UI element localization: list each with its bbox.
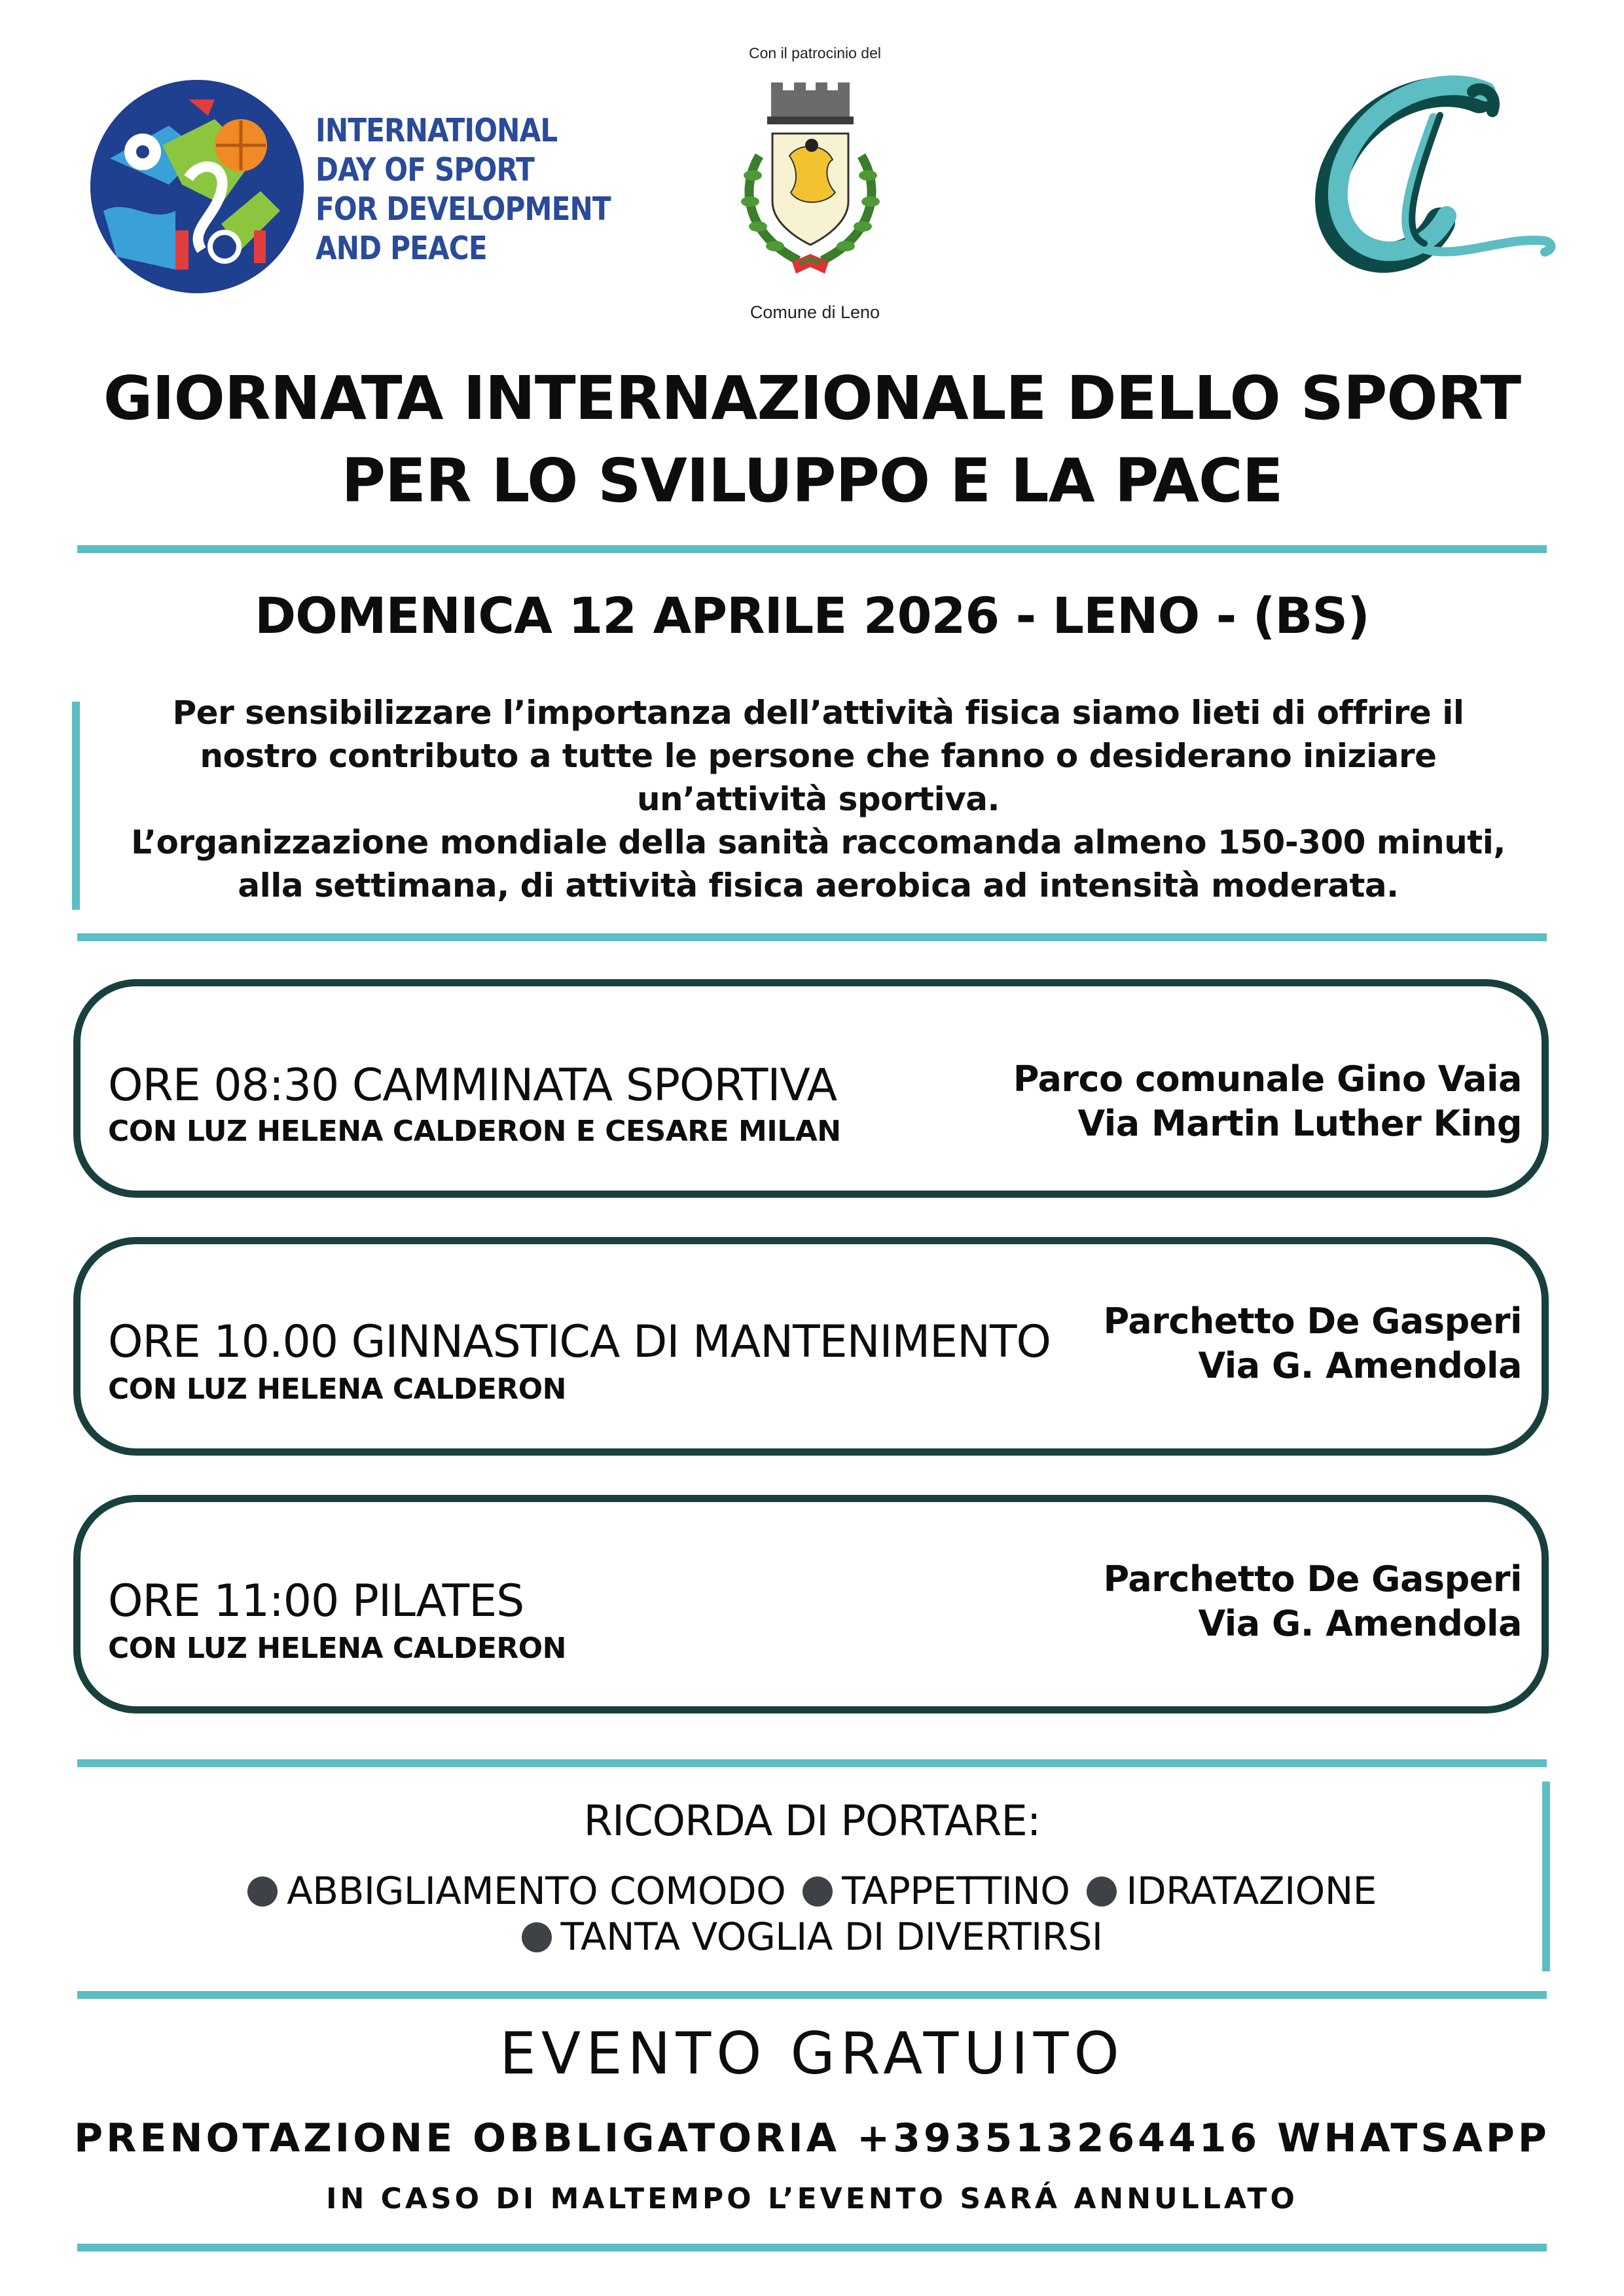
idsdp-line: FOR DEVELOPMENT xyxy=(316,190,611,228)
location-name: Parchetto De Gasperi xyxy=(1103,1558,1522,1600)
intro-line: un’attività sportiva. xyxy=(636,780,1000,818)
activity-instructor: CON LUZ HELENA CALDERON E CESARE MILAN xyxy=(108,1115,841,1148)
event-date: DOMENICA 12 APRILE 2026 - LENO - (BS) xyxy=(255,586,1369,645)
idsdp-line: AND PEACE xyxy=(316,230,487,267)
activity-title: ORE 08:30 CAMMINATA SPORTIVA xyxy=(108,1060,837,1111)
activity-title: ORE 11:00 PILATES xyxy=(108,1575,524,1627)
bullet-icon xyxy=(1087,1876,1117,1907)
idsdp-logo xyxy=(90,80,611,296)
idsdp-emblem xyxy=(90,80,304,293)
remember-item: TAPPETTINO xyxy=(803,1869,1070,1913)
intro-line: alla settimana, di attività fisica aerobica ad intensità moderata. xyxy=(238,867,1399,905)
location-street: Via Martin Luther King xyxy=(1077,1103,1522,1144)
intro-accent-bar xyxy=(72,702,80,910)
remember-list xyxy=(39,1868,1585,1960)
divider xyxy=(77,2244,1547,2251)
intro-text xyxy=(92,691,1545,907)
activity-title: ORE 10.00 GINNASTICA DI MANTENIMENTO xyxy=(108,1316,1051,1368)
divider xyxy=(77,1759,1547,1767)
activity-card xyxy=(73,1495,1549,1713)
activity-location xyxy=(1013,1057,1522,1146)
location-name: Parco comunale Gino Vaia xyxy=(1013,1058,1522,1100)
bullet-icon xyxy=(522,1922,552,1952)
activity-instructor: CON LUZ HELENA CALDERON xyxy=(108,1372,566,1406)
activity-card xyxy=(73,1237,1549,1456)
location-street: Via G. Amendola xyxy=(1198,1603,1522,1644)
cl-brand-logo xyxy=(1283,72,1558,295)
intro-line: nostro contributo a tutte le persone che fanno o desiderano iniziare xyxy=(200,737,1437,775)
bullet-icon xyxy=(803,1876,833,1907)
booking-info: PRENOTAZIONE OBBLIGATORIA +393513264416 WHATSAPP xyxy=(74,2115,1550,2161)
idsdp-wordmark xyxy=(316,111,611,268)
location-street: Via G. Amendola xyxy=(1198,1345,1522,1386)
comune-crest xyxy=(727,77,894,293)
free-event-label: EVENTO GRATUITO xyxy=(499,2020,1125,2087)
comune-name: Comune di Leno xyxy=(749,302,880,322)
page-title xyxy=(39,357,1585,522)
divider xyxy=(77,545,1547,553)
remember-item: IDRATAZIONE xyxy=(1087,1869,1377,1913)
weather-note: IN CASO DI MALTEMPO L’EVENTO SARÁ ANNULLATO xyxy=(326,2182,1298,2215)
title-line-1: GIORNATA INTERNAZIONALE DELLO SPORT xyxy=(103,363,1521,433)
divider xyxy=(77,933,1547,941)
activity-card xyxy=(73,979,1549,1198)
location-name: Parchetto De Gasperi xyxy=(1103,1300,1522,1342)
activity-location xyxy=(1104,1557,1522,1646)
remember-item: TANTA VOGLIA DI DIVERTIRSI xyxy=(522,1914,1103,1959)
intro-line: L’organizzazione mondiale della sanità raccomanda almeno 150-300 minuti, xyxy=(131,823,1506,861)
remember-title: RICORDA DI PORTARE: xyxy=(583,1797,1041,1846)
patronage-text: Con il patrocinio del xyxy=(748,45,881,62)
activity-location xyxy=(1104,1299,1522,1388)
idsdp-line: DAY OF SPORT xyxy=(316,151,535,188)
divider xyxy=(77,1991,1547,1999)
remember-item: ABBIGLIAMENTO COMODO xyxy=(247,1869,785,1913)
activity-instructor: CON LUZ HELENA CALDERON xyxy=(108,1632,566,1665)
intro-line: Per sensibilizzare l’importanza dell’attività fisica siamo lieti di offrire il xyxy=(172,694,1464,732)
title-line-2: PER LO SVILUPPO E LA PACE xyxy=(341,446,1283,516)
bullet-icon xyxy=(247,1876,278,1907)
idsdp-line: INTERNATIONAL xyxy=(316,112,558,149)
